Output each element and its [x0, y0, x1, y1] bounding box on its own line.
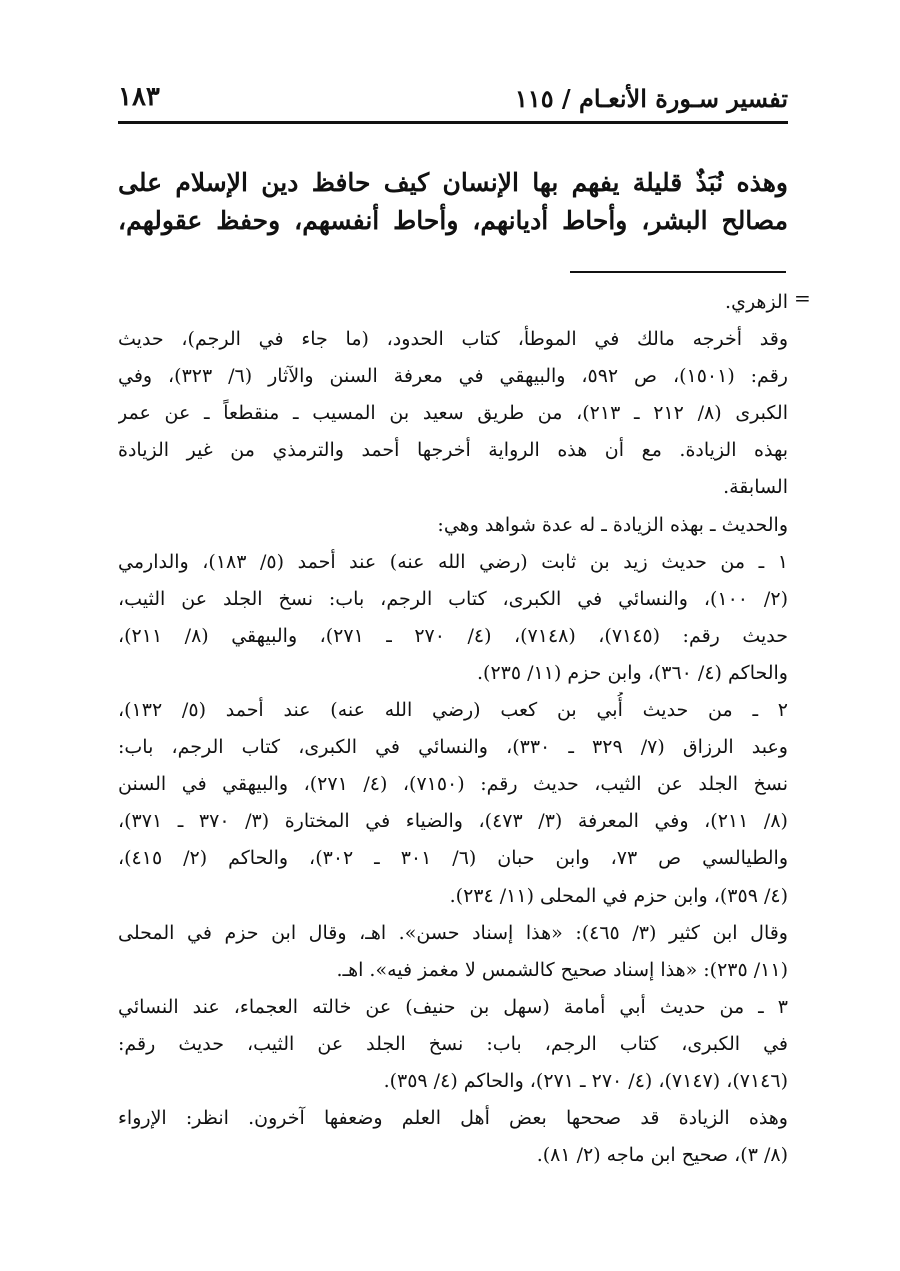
footnote-line: وعبد الرزاق (٧/ ٣٢٩ ـ ٣٣٠)، والنسائي في الكبرى، كتاب الرجم، باب:	[118, 736, 788, 759]
footnote-line: (٨/ ٣)، صحيح ابن ماجه (٢/ ٨١).	[536, 1144, 788, 1167]
footnote-line: رقم: (١٥٠١)، ص ٥٩٢، والبيهقي في معرفة السنن والآثار (٦/ ٣٢٣)، وفي	[118, 365, 788, 388]
main-text-line: مصالح البشر، وأحاط أديانهم، وأحاط أنفسهم، وحفظ عقولهم،	[118, 206, 788, 235]
footnote-line: الكبرى (٨/ ٢١٢ ـ ٢١٣)، من طريق سعيد بن المسيب ـ منقطعاً ـ عن عمر	[118, 402, 788, 425]
footnote-line: نسخ الجلد عن الثيب، حديث رقم: (٧١٥٠)، (٤/ ٢٧١)، والبيهقي في السنن	[118, 773, 788, 796]
footnote-line: الزهري.	[725, 291, 788, 313]
footnote-line: ٢ ـ من حديث أُبي بن كعب (رضي الله عنه) عند أحمد (٥/ ١٣٢)،	[118, 699, 788, 722]
footnote-line: ٣ ـ من حديث أبي أمامة (سهل بن حنيف) عن خالته العجماء، عند النسائي	[118, 995, 788, 1018]
footnote-line: وقال ابن كثير (٣/ ٤٦٥): «هذا إسناد حسن». اهـ، وقال ابن حزم في المحلى	[118, 921, 788, 944]
footnote-line: حديث رقم: (٧١٤٥)، (٧١٤٨)، (٤/ ٢٧٠ ـ ٢٧١)، والبيهقي (٨/ ٢١١)،	[118, 624, 788, 647]
footnote-line: ١ ـ من حديث زيد بن ثابت (رضي الله عنه) عند أحمد (٥/ ١٨٣)، والدارمي	[118, 550, 788, 573]
footnote-line: والطيالسي ص ٧٣، وابن حبان (٦/ ٣٠١ ـ ٣٠٢)، والحاكم (٢/ ٤١٥)،	[118, 847, 788, 870]
footnote-separator	[570, 271, 786, 273]
footnote-line: (١١/ ٢٣٥): «هذا إسناد صحيح كالشمس لا مغمز فيه». اهـ.	[336, 958, 788, 981]
footnote-line: السابقة.	[723, 476, 788, 499]
header-rule	[118, 121, 788, 124]
footnote-line: في الكبرى، كتاب الرجم، باب: نسخ الجلد عن الثيب، حديث رقم:	[118, 1032, 788, 1055]
page-number: ١٨٣	[118, 82, 160, 112]
footnote-line: (٨/ ٢١١)، وفي المعرفة (٣/ ٤٧٣)، والضياء في المختارة (٣/ ٣٧٠ ـ ٣٧١)،	[118, 810, 788, 833]
footnote-line: وقد أخرجه مالك في الموطأ، كتاب الحدود، (ما جاء في الرجم)، حديث	[118, 328, 788, 351]
footnote-line: بهذه الزيادة. مع أن هذه الرواية أخرجها أحمد والترمذي من غير الزيادة	[118, 439, 788, 462]
footnote-continuation-marker: =	[794, 286, 811, 310]
footnote-line: (٤/ ٣٥٩)، وابن حزم في المحلى (١١/ ٢٣٤).	[449, 884, 788, 907]
footnote-line: وهذه الزيادة قد صححها بعض أهل العلم وضعفها آخرون. انظر: الإرواء	[118, 1107, 788, 1130]
footnote-line: (٢/ ١٠٠)، والنسائي في الكبرى، كتاب الرجم، باب: نسخ الجلد عن الثيب،	[118, 587, 788, 610]
main-text	[118, 164, 788, 240]
footnote-line: (٧١٤٦)، (٧١٤٧)، (٤/ ٢٧٠ ـ ٢٧١)، والحاكم (٤/ ٣٥٩).	[383, 1069, 788, 1092]
main-text-line: وهذه نُبَذٌ قليلة يفهم بها الإنسان كيف حافظ دين الإسلام على	[118, 168, 788, 197]
running-header-title: تفسير سـورة الأنعـام / ١١٥	[514, 84, 788, 113]
footnote-line: والحديث ـ بهذه الزيادة ـ له عدة شواهد وهي:	[437, 513, 788, 536]
footnote-line: والحاكم (٤/ ٣٦٠)، وابن حزم (١١/ ٢٣٥).	[477, 661, 788, 684]
footnotes	[118, 284, 788, 1174]
